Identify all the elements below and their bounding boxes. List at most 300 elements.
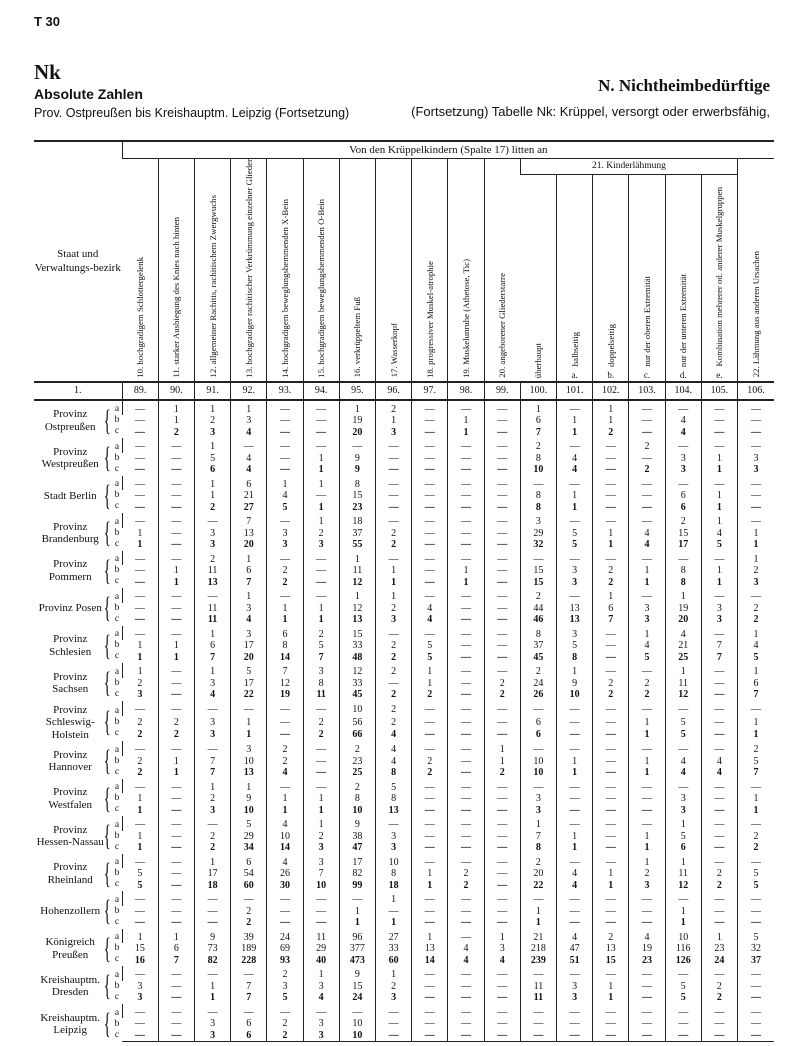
region-name: Provinz Posen{ a b c (38, 591, 120, 625)
table-cell: 18 (194, 880, 230, 892)
table-cell: — (134, 905, 145, 917)
table-cell: — (665, 1007, 701, 1019)
table-cell: 34 (231, 842, 267, 854)
table-cell: — (701, 842, 737, 854)
table-cell: 1 (520, 819, 556, 831)
table-cell: 24 (267, 932, 303, 944)
table-row (34, 744, 774, 756)
table-cell: — (448, 516, 484, 528)
table-cell: — (593, 1030, 629, 1042)
table-cell: 2 (484, 689, 520, 701)
col-header: 11. starker Ausbiegung des Knies nach hinten (158, 159, 194, 382)
table-cell: 1 (412, 932, 448, 944)
table-cell: — (158, 805, 194, 817)
table-cell: 3 (303, 981, 339, 993)
table-cell: — (484, 516, 520, 528)
table-cell: — (593, 819, 629, 831)
table-cell: — (520, 479, 556, 491)
table-cell: 17 (194, 868, 230, 880)
table-cell: — (484, 404, 520, 416)
table-cell: — (484, 464, 520, 476)
table-cell: 7 (520, 427, 556, 439)
table-cell: 4 (557, 880, 593, 892)
table-cell: — (375, 464, 411, 476)
table-cell: 239 (520, 955, 556, 967)
table-cell: — (412, 415, 448, 427)
table-cell: 1 (593, 404, 629, 416)
table-cell: 5 (231, 819, 267, 831)
table-cell: 6 (231, 1030, 267, 1042)
table-cell: — (267, 404, 303, 416)
table-cell: — (267, 591, 303, 603)
table-row (34, 1007, 774, 1019)
table-cell: — (412, 516, 448, 528)
table-cell: — (629, 479, 665, 491)
table-cell: 10 (557, 689, 593, 701)
table-cell: 1 (231, 404, 267, 416)
table-cell: — (412, 427, 448, 439)
table-cell: 8 (303, 678, 339, 690)
table-cell: 4 (557, 932, 593, 944)
table-cell: 1 (339, 906, 375, 918)
table-cell: — (701, 678, 737, 690)
table-cell: 6 (665, 842, 701, 854)
table-cell: 1 (629, 767, 665, 779)
table-cell: 10 (303, 880, 339, 892)
table-cell: — (158, 831, 194, 843)
table-cell: — (158, 516, 194, 528)
table-cell: 48 (339, 652, 375, 664)
table-cell: — (158, 819, 194, 831)
table-cell: — (484, 565, 520, 577)
table-row (34, 479, 774, 491)
table-cell: 1 (557, 415, 593, 427)
table-cell: 2 (484, 767, 520, 779)
table-cell: — (412, 1018, 448, 1030)
table-cell: 1 (557, 831, 593, 843)
region-name: Hohenzollern { a b c (40, 894, 120, 928)
table-cell: 6 (267, 629, 303, 641)
table-row (34, 857, 774, 869)
table-cell: 4 (267, 767, 303, 779)
column-number: 91. (194, 382, 230, 400)
table-cell: 4 (629, 539, 665, 551)
table-cell: — (448, 490, 484, 502)
table-cell: 3 (701, 614, 737, 626)
table-cell: — (701, 441, 737, 453)
table-cell: — (484, 453, 520, 465)
table-cell: 2 (267, 1030, 303, 1042)
table-cell: 26 (267, 868, 303, 880)
table-cell: 12 (665, 880, 701, 892)
table-row (34, 577, 774, 589)
table-cell: — (267, 729, 303, 742)
table-cell: 17 (665, 539, 701, 551)
table-cell: — (701, 793, 737, 805)
table-row (34, 441, 774, 453)
table-cell: — (448, 441, 484, 453)
table-cell: 2 (412, 689, 448, 701)
table-cell: — (484, 716, 520, 729)
table-cell: 14 (412, 955, 448, 967)
table-cell: 6 (593, 603, 629, 615)
col-header: 12. allgemeiner Rachitis, rachitischem Zwergwuchs (194, 159, 230, 382)
table-cell: — (412, 716, 448, 729)
table-cell: 2 (520, 591, 556, 603)
table-cell: 3 (194, 805, 230, 817)
table-cell: — (557, 1018, 593, 1030)
table-cell: 10 (520, 767, 556, 779)
table-cell: 5 (267, 502, 303, 514)
table-cell: 82 (339, 868, 375, 880)
table-cell: 1 (412, 666, 448, 678)
table-cell: 5 (412, 652, 448, 664)
table-cell: 4 (231, 614, 267, 626)
table-cell: 1 (267, 793, 303, 805)
table-cell: — (484, 490, 520, 502)
table-cell: 8 (339, 793, 375, 805)
table-cell: 1 (158, 565, 194, 577)
table-cell: 39 (231, 932, 267, 944)
table-cell: — (520, 1030, 556, 1042)
table-row (34, 880, 774, 892)
table-cell: 2 (231, 906, 267, 918)
table-cell: — (484, 969, 520, 981)
table-cell: — (267, 716, 303, 729)
table-cell: — (412, 565, 448, 577)
table-cell: 1 (665, 857, 701, 869)
table-row (34, 943, 774, 955)
table-cell: — (122, 782, 158, 794)
table-cell: 1 (194, 490, 230, 502)
table-cell: 1 (194, 404, 230, 416)
table-cell: 15 (665, 528, 701, 540)
table-cell: 6 (231, 1018, 267, 1030)
table-cell: 5 (303, 640, 339, 652)
table-cell: 4 (557, 464, 593, 476)
table-cell: — (267, 894, 303, 906)
table-cell: 1 (137, 527, 143, 539)
table-cell: — (738, 415, 774, 427)
table-cell: — (134, 490, 145, 502)
table-cell: — (448, 716, 484, 729)
table-cell: 10 (339, 704, 375, 717)
table-cell: 1 (520, 917, 556, 929)
region-line: Prov. Ostpreußen bis Kreishauptm. Leipzig (Fortsetzung) (34, 106, 350, 120)
table-cell: 47 (557, 943, 593, 955)
table-cell: — (158, 842, 194, 854)
table-cell: — (629, 782, 665, 794)
table-cell: — (593, 1018, 629, 1030)
table-cell: 2 (665, 516, 701, 528)
table-cell: 15 (520, 577, 556, 589)
table-cell: — (557, 917, 593, 929)
table-cell: — (267, 782, 303, 794)
table-cell: 5 (629, 652, 665, 664)
table-cell: — (593, 842, 629, 854)
table-cell: 4 (448, 955, 484, 967)
table-cell: — (194, 704, 230, 717)
table-cell: 21 (520, 932, 556, 944)
table-cell: 2 (339, 782, 375, 794)
table-cell: 4 (267, 490, 303, 502)
table-cell: 2 (375, 528, 411, 540)
table-cell: 12 (339, 666, 375, 678)
table-cell: — (231, 1007, 267, 1019)
table-cell: 6 (520, 415, 556, 427)
table-cell: — (122, 819, 158, 831)
table-cell: 2 (738, 603, 774, 615)
table-cell: 20 (665, 614, 701, 626)
table-cell: 26 (520, 689, 556, 701)
table-cell: 23 (339, 756, 375, 768)
table-cell: 4 (629, 932, 665, 944)
table-cell: — (412, 1007, 448, 1019)
table-cell: 2 (593, 678, 629, 690)
table-cell: — (520, 894, 556, 906)
table-cell: 1 (339, 591, 375, 603)
table-cell: — (158, 782, 194, 794)
table-cell: — (412, 441, 448, 453)
table-row (34, 1030, 774, 1042)
table-cell: — (557, 969, 593, 981)
table-cell: 3 (194, 539, 230, 551)
table-cell: 24 (701, 955, 737, 967)
table-cell: 10 (267, 831, 303, 843)
table-cell: 5 (738, 868, 774, 880)
table-cell: — (158, 629, 194, 641)
table-cell: 2 (520, 857, 556, 869)
table-cell: 1 (158, 767, 194, 779)
table-cell: 2 (375, 981, 411, 993)
table-cell: — (375, 678, 411, 690)
table-cell: 5 (375, 782, 411, 794)
table-cell: — (593, 831, 629, 843)
table-cell: — (448, 756, 484, 768)
col-header: doppelseitig b. (593, 174, 629, 381)
table-cell: — (665, 704, 701, 717)
table-cell: — (134, 452, 145, 464)
table-cell: 44 (520, 603, 556, 615)
table-cell: 11 (520, 992, 556, 1004)
table-cell: — (303, 415, 339, 427)
table-cell: — (303, 767, 339, 779)
table-cell: — (412, 1030, 448, 1042)
table-cell: 3 (231, 629, 267, 641)
column-number: 94. (303, 382, 339, 400)
table-cell: 1 (231, 554, 267, 566)
table-cell: 3 (231, 744, 267, 756)
table-row (34, 678, 774, 690)
table-row (34, 981, 774, 993)
table-cell: 2 (375, 404, 411, 416)
table-cell: 13 (231, 767, 267, 779)
table-cell: 2 (412, 756, 448, 768)
table-cell: — (303, 744, 339, 756)
table-row (34, 932, 774, 944)
table-cell: — (738, 704, 774, 717)
table-cell: — (701, 415, 737, 427)
table-cell: 1 (375, 969, 411, 981)
table-row (34, 591, 774, 603)
right-title: N. Nichtheimbedürftige (598, 76, 770, 95)
table-cell: — (484, 894, 520, 906)
table-cell: — (593, 629, 629, 641)
col-header: überhaupt (533, 342, 544, 378)
table-cell: — (593, 502, 629, 514)
table-cell: — (665, 744, 701, 756)
table-row (34, 565, 774, 577)
table-cell: — (701, 666, 737, 678)
table-cell: 6 (665, 502, 701, 514)
table-row (34, 716, 774, 729)
table-cell: — (194, 917, 230, 929)
table-cell: 1 (231, 716, 267, 729)
table-cell: 1 (593, 981, 629, 993)
table-cell: 1 (665, 819, 701, 831)
table-cell: — (738, 894, 774, 906)
table-cell: — (303, 906, 339, 918)
table-cell: — (738, 992, 774, 1004)
table-cell: 4 (484, 955, 520, 967)
table-cell: 2 (701, 992, 737, 1004)
table-cell: 3 (375, 831, 411, 843)
table-cell: — (412, 453, 448, 465)
table-cell: — (665, 969, 701, 981)
table-cell: 1 (194, 441, 230, 453)
table-cell: — (412, 502, 448, 514)
table-cell: — (484, 614, 520, 626)
table-cell: — (593, 479, 629, 491)
table-cell: 2 (194, 415, 230, 427)
table-cell: — (593, 640, 629, 652)
table-cell: 3 (557, 629, 593, 641)
table-cell: 37 (520, 640, 556, 652)
table-cell: 1 (194, 857, 230, 869)
table-cell: 11 (194, 614, 230, 626)
table-cell: — (412, 793, 448, 805)
table-cell: 1 (629, 716, 665, 729)
table-cell: — (629, 554, 665, 566)
table-cell: 11 (303, 932, 339, 944)
table-cell: 1 (593, 539, 629, 551)
table-cell: 2 (194, 831, 230, 843)
table-cell: — (629, 415, 665, 427)
table-cell: — (412, 744, 448, 756)
table-cell: — (593, 716, 629, 729)
table-cell: 17 (339, 857, 375, 869)
table-cell: 1 (665, 591, 701, 603)
table-cell: — (303, 441, 339, 453)
table-cell: 1 (303, 516, 339, 528)
column-number: 105. (701, 382, 737, 400)
table-cell: 1 (303, 502, 339, 514)
table-cell: — (629, 502, 665, 514)
table-cell: 46 (520, 614, 556, 626)
table-cell: 2 (412, 767, 448, 779)
table-cell: — (134, 464, 145, 476)
table-cell: — (134, 602, 145, 614)
table-cell: — (484, 441, 520, 453)
table-cell: 4 (303, 992, 339, 1004)
table-cell: 7 (303, 868, 339, 880)
table-cell: 4 (194, 689, 230, 701)
table-cell: 1 (665, 917, 701, 929)
column-number: 97. (412, 382, 448, 400)
table-cell: 3 (137, 980, 143, 992)
table-cell: 3 (629, 603, 665, 615)
table-cell: — (339, 441, 375, 453)
table-cell: — (448, 793, 484, 805)
table-cell: 4 (231, 453, 267, 465)
table-cell: 8 (557, 652, 593, 664)
table-cell: — (701, 404, 737, 416)
table-cell: 4 (665, 756, 701, 768)
table-cell: 1 (194, 629, 230, 641)
table-cell: 2 (158, 427, 194, 439)
table-cell: 473 (339, 955, 375, 967)
table-cell: 96 (339, 932, 375, 944)
table-cell: 25 (665, 652, 701, 664)
table-cell: 13 (557, 603, 593, 615)
table-cell: 1 (158, 404, 194, 416)
table-cell: 37 (339, 528, 375, 540)
table-cell: — (738, 404, 774, 416)
table-cell: — (629, 894, 665, 906)
table-cell: — (158, 704, 194, 717)
table-cell: — (448, 539, 484, 551)
table-cell: 2 (339, 744, 375, 756)
table-cell: 17 (231, 678, 267, 690)
table-cell: — (267, 1007, 303, 1019)
table-cell: — (158, 678, 194, 690)
table-cell: — (448, 1018, 484, 1030)
table-cell: 2 (267, 577, 303, 589)
table-cell: — (593, 666, 629, 678)
table-cell: 1 (137, 830, 143, 842)
table-cell: 29 (303, 943, 339, 955)
table-cell: — (448, 629, 484, 641)
table-cell: 3 (665, 453, 701, 465)
table-cell: 4 (701, 528, 737, 540)
col-header: halbseitig a. (557, 174, 593, 381)
table-cell: — (375, 1007, 411, 1019)
table-cell: 3 (194, 1030, 230, 1042)
table-cell: — (412, 729, 448, 742)
table-cell: 1 (122, 666, 158, 678)
table-cell: 3 (375, 992, 411, 1004)
table-cell: — (375, 1030, 411, 1042)
table-row (34, 704, 774, 717)
table-cell: 2 (267, 744, 303, 756)
table-cell: — (629, 490, 665, 502)
table-cell: 60 (375, 955, 411, 967)
table-cell: — (267, 427, 303, 439)
table-cell: — (158, 539, 194, 551)
table-cell: — (484, 782, 520, 794)
table-cell: — (134, 426, 145, 438)
table-cell: — (665, 441, 701, 453)
table-cell: 1 (701, 490, 737, 502)
table-cell: — (557, 857, 593, 869)
table-cell: — (629, 906, 665, 918)
table-cell: 1 (303, 603, 339, 615)
table-cell: — (194, 894, 230, 906)
table-cell: — (484, 704, 520, 717)
table-cell: — (158, 1030, 194, 1042)
table-cell: — (738, 1030, 774, 1042)
table-cell: 3 (375, 842, 411, 854)
